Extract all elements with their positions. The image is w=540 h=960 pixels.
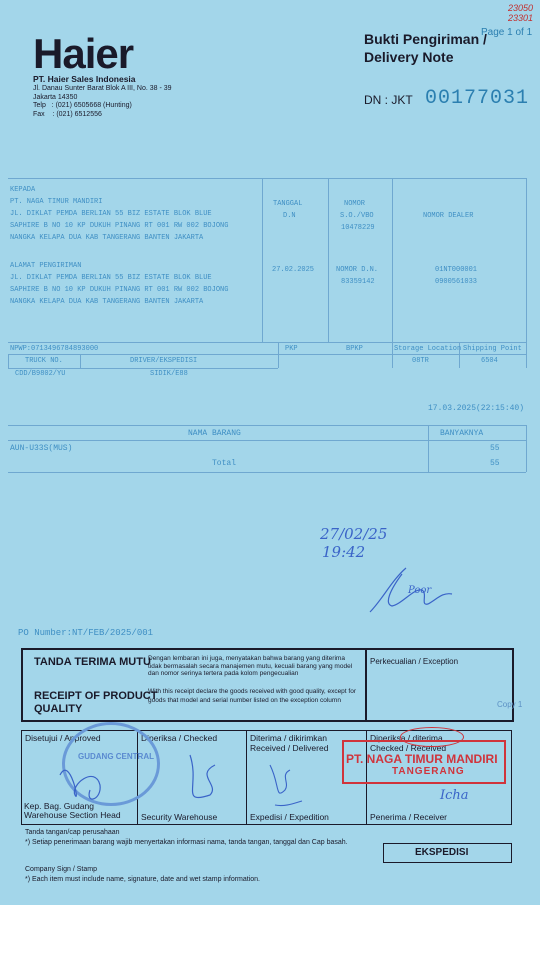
item-qty: 55 bbox=[490, 444, 500, 453]
kepada-label: KEPADA bbox=[10, 186, 36, 194]
dealer-label: NOMOR DEALER bbox=[423, 212, 474, 220]
footer-line-3: Company Sign / Stamp bbox=[25, 866, 97, 873]
page-number: Page 1 of 1 bbox=[481, 27, 533, 38]
document-title: Bukti Pengiriman / Delivery Note bbox=[364, 31, 487, 65]
handwritten-signature-text: Poor bbox=[408, 585, 432, 596]
receipt-text-id: Dengan lembaran ini juga, menyatakan bahwa barang yang diterima tidak bermasalah secara manajemen mutu, kecuali barang yang model dan nomor serinya tertera pada kolom pengecualian bbox=[148, 655, 353, 677]
col-banyaknya: BANYAKNYA bbox=[440, 429, 484, 438]
recipient-address-3: NANGKA KELAPA DUA KAB TANGERANG BANTEN JAKARTA bbox=[10, 234, 204, 242]
approved-sub: Kep. Bag. Gudang Warehouse Section Head bbox=[24, 801, 121, 820]
col-nama-barang: NAMA BARANG bbox=[188, 429, 241, 438]
haier-logo: Haier bbox=[33, 30, 134, 77]
recipient-address-1: JL. DIKLAT PEMDA BERLIAN 55 BIZ ESTATE BLOK BLUE bbox=[10, 210, 212, 218]
alamat-label: ALAMAT PENGIRIMAN bbox=[10, 262, 82, 270]
checked-sub: Security Warehouse bbox=[141, 812, 218, 822]
signatures-ink bbox=[40, 745, 340, 825]
dn-number: 00177031 bbox=[425, 87, 530, 110]
nomor-dn-value: 83359142 bbox=[341, 278, 375, 286]
tanggal-label: TANGGAL bbox=[273, 200, 303, 208]
company-name: PT. Haier Sales Indonesia bbox=[33, 74, 136, 84]
nomor-value: 10478229 bbox=[341, 224, 375, 232]
company-stamp-name: PT. NAGA TIMUR MANDIRI bbox=[346, 752, 498, 766]
receiver-sub: Penerima / Receiver bbox=[370, 812, 448, 822]
received-sub: Expedisi / Expedition bbox=[250, 812, 329, 822]
nomor-label: NOMOR bbox=[344, 200, 366, 208]
nomor-sub: S.O./VBO bbox=[340, 212, 374, 220]
receipt-title-en-1: RECEIPT OF PRODUCT bbox=[34, 690, 158, 702]
dealer-value-2: 0900561033 bbox=[435, 278, 478, 286]
storage-label: Storage Location bbox=[394, 345, 462, 353]
bpkp-label: BPKP bbox=[346, 345, 363, 353]
recipient-address-2: SAPHIRE B NO 10 KP DUKUH PINANG RT 001 RW 002 BOJONG bbox=[10, 222, 229, 230]
received-label: Diterima / dikirimkan Received / Delivered bbox=[250, 733, 329, 753]
warehouse-stamp-text: GUDANG CENTRAL bbox=[78, 752, 154, 761]
truck-value: CDD/B9802/YU bbox=[15, 370, 66, 378]
driver-label: DRIVER/EKSPEDISI bbox=[130, 357, 198, 365]
checked-label: Diperiksa / Checked bbox=[141, 733, 218, 743]
approved-label: Disetujui / Approved bbox=[25, 733, 101, 743]
po-number: PO Number:NT/FEB/2025/001 bbox=[18, 628, 154, 638]
checked-received-label: Diperiksa / diterima Checked / Received bbox=[370, 733, 447, 753]
ship-address-3: NANGKA KELAPA DUA KAB TANGERANG BANTEN JAKARTA bbox=[10, 298, 204, 306]
handwritten-receiver: Icha bbox=[440, 788, 469, 803]
nomor-dn-label: NOMOR D.N. bbox=[336, 266, 379, 274]
total-qty: 55 bbox=[490, 459, 500, 468]
handwritten-date: 27/02/25 bbox=[320, 525, 388, 543]
item-name: AUN-U33S(MUS) bbox=[10, 444, 73, 453]
ship-address-2: SAPHIRE B NO 10 KP DUKUH PINANG RT 001 RW 002 BOJONG bbox=[10, 286, 229, 294]
tanggal-value: 27.02.2025 bbox=[272, 266, 315, 274]
receipt-title-id: TANDA TERIMA MUTU bbox=[34, 656, 151, 668]
truck-label: TRUCK NO. bbox=[25, 357, 63, 365]
exception-label: Perkecualian / Exception bbox=[370, 657, 459, 666]
company-address: Jl. Danau Sunter Barat Blok A III, No. 38 - 39 Jakarta 14350 Telp : (021) 6505668 (Hunting) Fax : (021) 6512556 bbox=[33, 85, 172, 118]
pkp-label: PKP bbox=[285, 345, 298, 353]
storage-value: 08TR bbox=[412, 357, 429, 365]
tanggal-sub: D.N bbox=[283, 212, 296, 220]
shipping-label: Shipping Point bbox=[463, 345, 522, 353]
shipping-value: 6504 bbox=[481, 357, 498, 365]
dn-label: DN : JKT bbox=[364, 93, 413, 107]
ship-address-1: JL. DIKLAT PEMDA BERLIAN 55 BIZ ESTATE BLOK BLUE bbox=[10, 274, 212, 282]
driver-value: SIDIK/E88 bbox=[150, 370, 188, 378]
footer-line-1: Tanda tangan/cap perusahaan bbox=[25, 829, 120, 836]
dealer-value-1: 01NT000001 bbox=[435, 266, 478, 274]
recipient-name: PT. NAGA TIMUR MANDIRI bbox=[10, 198, 103, 206]
handwritten-time: 19:42 bbox=[322, 543, 366, 561]
copy-label: Copy 1 bbox=[497, 700, 523, 709]
red-circle-mark bbox=[400, 727, 464, 747]
footer-line-4: *) Each item must include name, signature, date and wet stamp information. bbox=[25, 876, 261, 883]
npwp: NPWP:0713496784893000 bbox=[10, 345, 99, 353]
handwritten-number: 23050 23301 bbox=[508, 3, 534, 23]
print-datetime: 17.03.2025(22:15:40) bbox=[428, 404, 525, 413]
receipt-text-en: With this receipt declare the goods received with good quality, except for goods that model and serial number listed on the exception column bbox=[148, 688, 356, 704]
footer-line-2: *) Setiap penerimaan barang wajib menyertakan informasi nama, tanda tangan, tanggal dan Cap basah. bbox=[25, 839, 348, 846]
total-label: Total bbox=[212, 459, 237, 468]
receipt-title-en-2: QUALITY bbox=[34, 703, 83, 715]
company-stamp-city: TANGERANG bbox=[392, 766, 465, 777]
ekspedisi-label: EKSPEDISI bbox=[415, 847, 469, 858]
